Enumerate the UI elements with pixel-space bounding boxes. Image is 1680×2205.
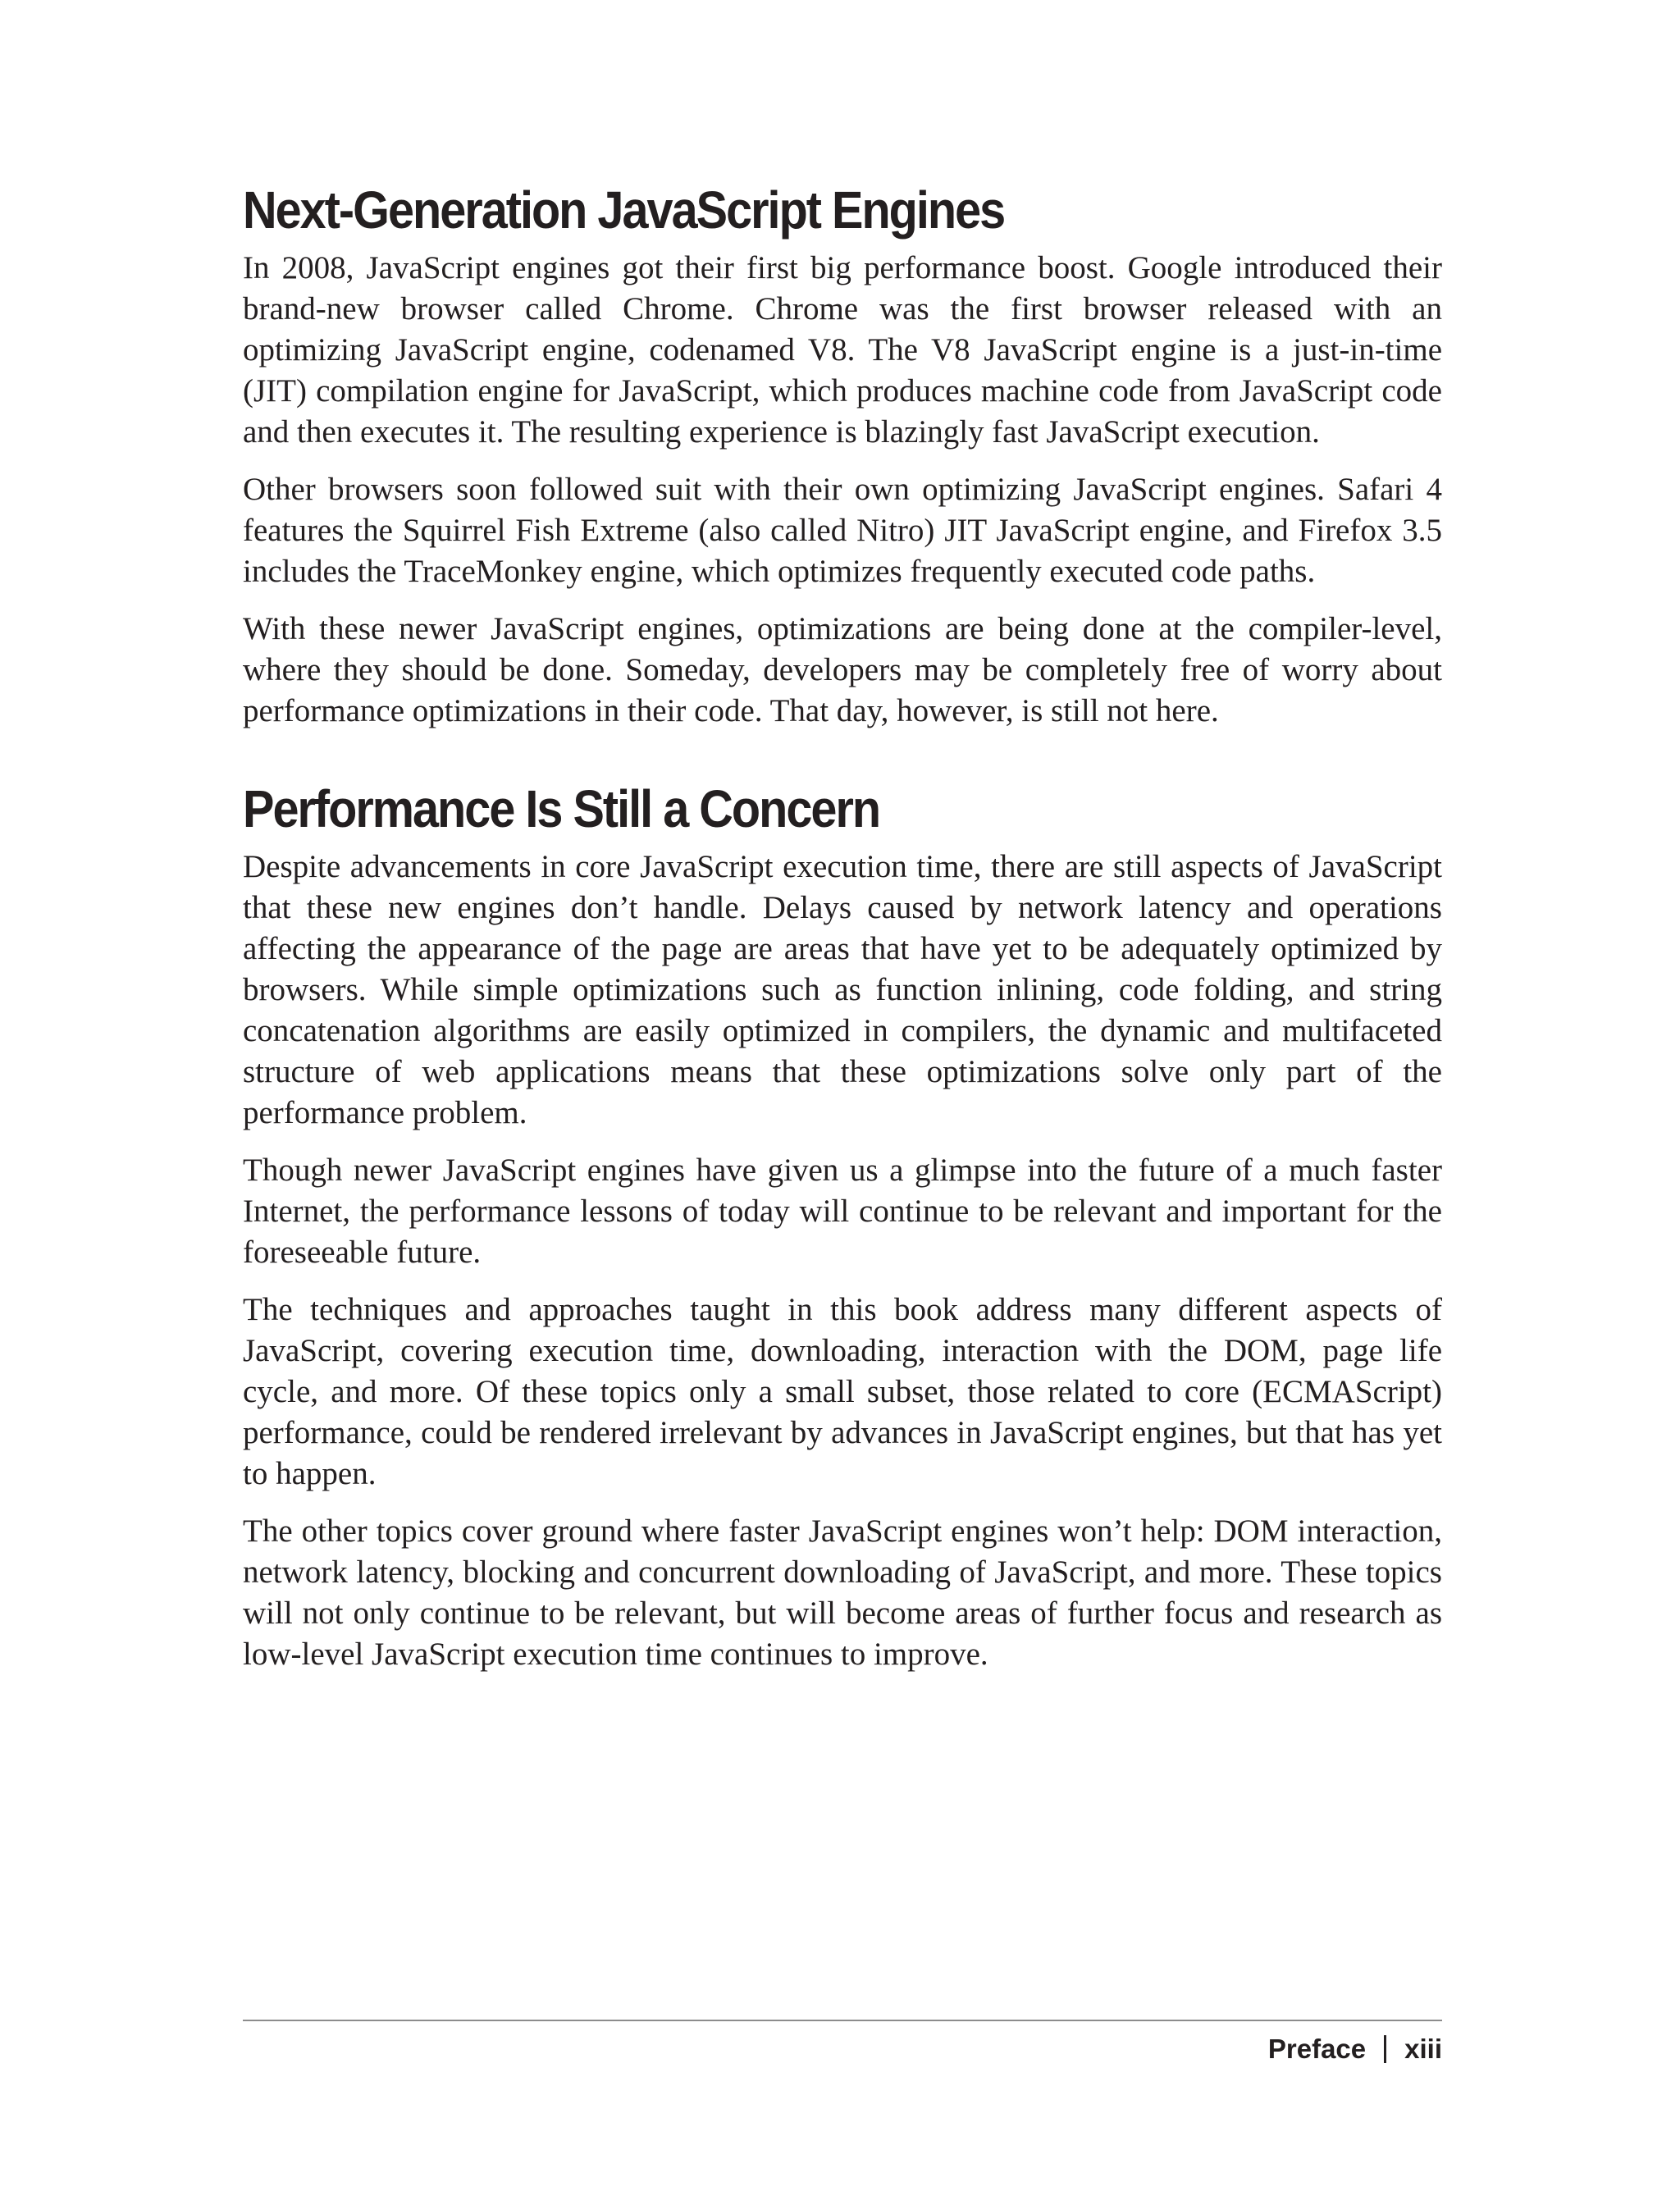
paragraph-compiler-level: With these newer JavaScript engines, optimizations are being done at the compiler-level, where they should be done. Someday, developers may be completely free of worry about performance optimizations in their code. That day, however, is still not here. (243, 611, 1442, 728)
paragraph-v8-introduction: In 2008, JavaScript engines got their first big performance boost. Google introduced their brand-new browser called Chrome. Chrome was the first browser released with an optimizing JavaScript engine, codenamed V8. The V8 JavaScript engine is a just-in-time (JIT) compilation engine for JavaScript, which produces machine code from JavaScript code and then executes it. The resulting experience is blazingly fast JavaScript execution. (243, 250, 1442, 450)
paragraph-other-browsers: Other browsers soon followed suit with their own optimizing JavaScript engines. Safari 4 features the Squirrel Fish Extreme (also called Nitro) JIT JavaScript engine, and Firefox 3.5 includes the TraceMonkey engine, which optimizes frequently executed code paths. (243, 472, 1442, 589)
footer-rule (243, 2020, 1442, 2021)
footer-divider (1384, 2035, 1386, 2063)
section-heading-next-generation-engines: Next-Generation JavaScript Engines (243, 180, 1005, 240)
running-footer (1268, 2031, 1442, 2067)
page-content (243, 179, 1442, 1691)
footer-page-number: xiii (1404, 2034, 1442, 2064)
paragraph-other-topics: The other topics cover ground where faster JavaScript engines won’t help: DOM interaction, network latency, blocking and concurrent downloading of JavaScript, and more. These topics will not only continue to be relevant, but will become areas of further focus and research as low-level JavaScript execution time continues to improve. (243, 1513, 1442, 1672)
section-heading-performance-concern: Performance Is Still a Concern (243, 779, 880, 838)
paragraph-despite-advancements: Despite advancements in core JavaScript execution time, there are still aspects of JavaScript that these new engines don’t handle. Delays caused by network latency and operations affecting the appearance of the page are areas that have yet to be adequately optimized by browsers. While simple optimizations such as function inlining, code folding, and string concatenation algorithms are easily optimized in compilers, the dynamic and multifaceted structure of web applications means that these optimizations solve only part of the performance problem. (243, 849, 1442, 1130)
footer-section-name: Preface (1267, 2034, 1367, 2064)
paragraph-techniques-approaches: The techniques and approaches taught in this book address many different aspects of JavaScript, covering execution time, downloading, interaction with the DOM, page life cycle, and more. Of these topics only a small subset, those related to core (ECMAScript) performance, could be rendered irrelevant by advances in JavaScript engines, but that has yet to happen. (243, 1292, 1442, 1491)
paragraph-glimpse-future: Though newer JavaScript engines have given us a glimpse into the future of a much faster Internet, the performance lessons of today will continue to be relevant and important for the foreseeable future. (243, 1153, 1442, 1270)
